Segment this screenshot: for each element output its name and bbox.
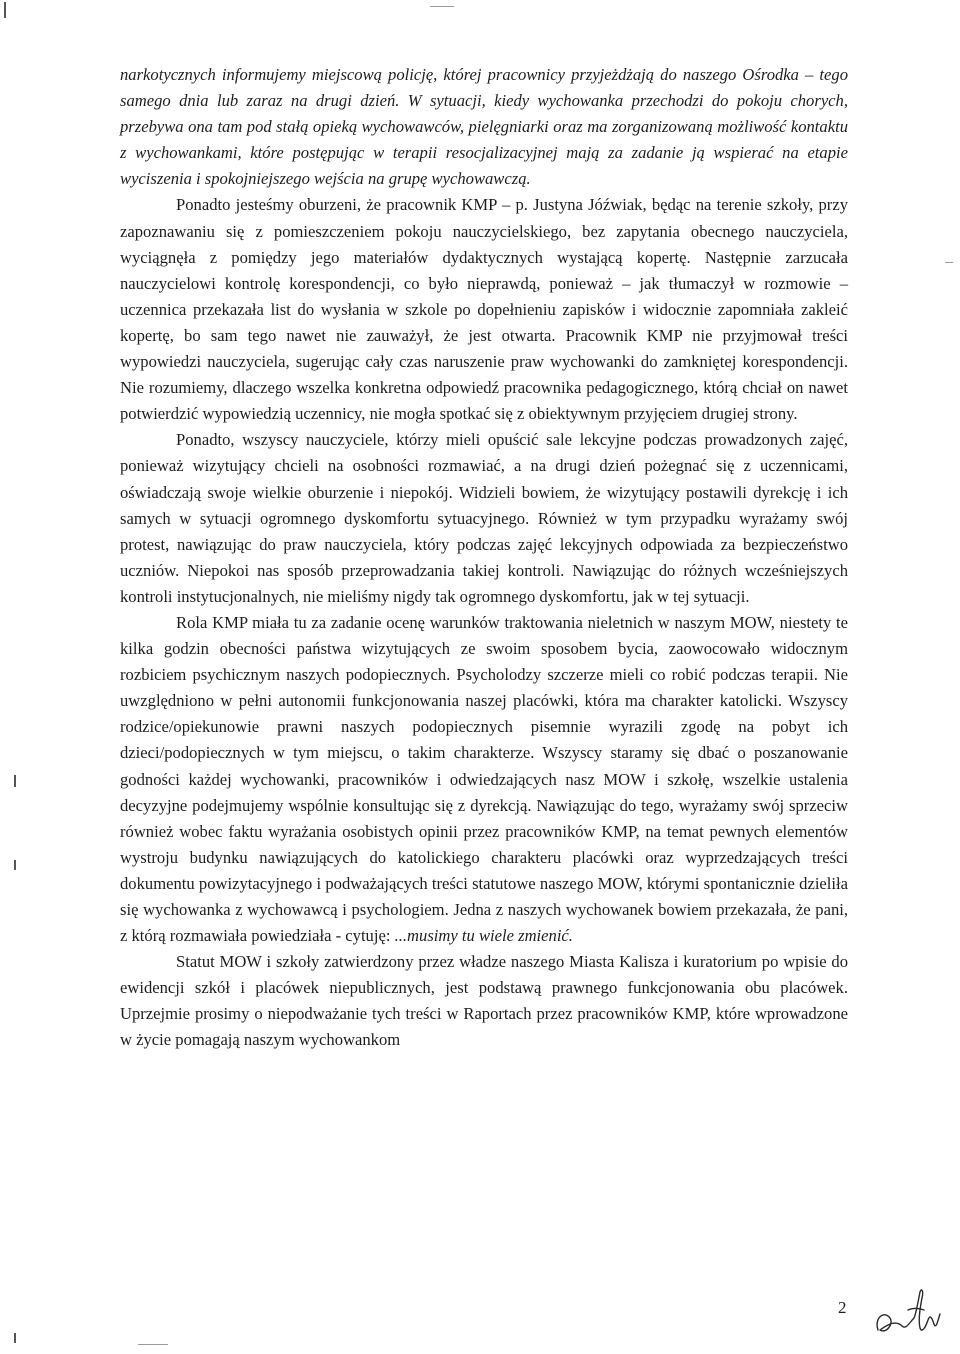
signature-mark [868, 1280, 946, 1344]
scan-margin-mark-bottom [14, 1333, 16, 1343]
scan-artifact-right [945, 262, 953, 263]
scan-artifact-top [430, 6, 454, 7]
page-number: 2 [838, 1298, 847, 1317]
quoted-phrase: ...musimy tu wiele zmienić. [394, 926, 573, 946]
paragraph-5: Statut MOW i szkoły zatwierdzony przez władze naszego Miasta Kalisza i kuratorium po wpisie do ewidencji szkół i placówek niepublicznych, jest podstawą prawnego funkcjonowania obu placówek. Uprzejmie prosimy o niepodważanie tych treści w Raportach przez pracowników KMP, które wprowadzone w życie pomagają naszym wychowankom [120, 952, 848, 1050]
paragraph-3: Ponadto, wszyscy nauczyciele, którzy mieli opuścić sale lekcyjne podczas prowadzonych zajęć, ponieważ wizytujący chcieli na osobności rozmawiać, a na drugi dzień pożegnać się z uczennicami, oświadczają swoje wielkie oburzenie i niepokój. Widzieli bowiem, że wizytujący postawili dyrekcję i ich samych w sytuacji ogromnego dyskomfortu sytuacyjnego. Również w tym przypadku wyrażamy swój protest, nawiązując do praw nauczyciela, który podczas zajęć lekcyjnych odpowiada za bezpieczeństwo uczniów. Niepokoi nas sposób przeprowadzania takiej kontroli. Nawiązując do różnych wcześniejszych kontroli instytucjonalnych, nie mieliśmy nigdy tak ogromnego dyskomfortu, jak w tej sytuacji. [120, 430, 848, 606]
scan-margin-mark-middle [14, 775, 16, 787]
scan-artifact-bottom [138, 1344, 168, 1345]
paragraph-4 [120, 610, 848, 949]
paragraph-2: Ponadto jesteśmy oburzeni, że pracownik KMP – p. Justyna Jóźwiak, będąc na terenie szkoły, przy zapoznawaniu się z pomieszczeniem pokoju nauczycielskiego, bez zapytania obecnego nauczyciela, wyciągnęła z pomiędzy jego materiałów dydaktycznych wystającą kopertę. Następnie zarzucała nauczycielowi kontrolę korespondencji, co było nieprawdą, ponieważ – jak tłumaczył w rozmowie – uczennica przekazała list do wysłania w szkole po dopełnieniu zapisków i widocznie zapomniała zakleić kopertę, bo sam tego nawet nie zauważył, że jest otwarta. Pracownik KMP nie przyjmował treści wypowiedzi nauczyciela, sugerując cały czas naruszenie praw wychowanki do zamkniętej korespondencji. Nie rozumiemy, dlaczego wszelka konkretna odpowiedź pracownika pedagogicznego, którą chciał on nawet potwierdzić wypowiedzią uczennicy, nie mogła spotkać się z obiektywnym przyjęciem drugiej strony. [120, 195, 848, 424]
scan-margin-mark-top [4, 2, 6, 18]
document-body [120, 62, 848, 1054]
scan-margin-mark-lower [14, 860, 16, 870]
paragraph-4-text: Rola KMP miała tu za zadanie ocenę warunków traktowania nieletnich w naszym MOW, niestety te kilka godzin obecności państwa wizytujących ze swoim sposobem bycia, zaowocowało widocznym rozbiciem psychicznym naszych podopiecznych. Psycholodzy szczerze mieli co robić podczas terapii. Nie uwzględniono w pełni autonomii funkcjonowania naszej placówki, która ma charakter katolicki. Wszyscy rodzice/opiekunowie prawni naszych podopiecznych pisemnie wyrazili zgodę na pobyt ich dzieci/podopiecznych w tym miejscu, o takim charakterze. Wszyscy staramy się dbać o poszanowanie godności każdej wychowanki, pracowników i odwiedzających nasz MOW i szkołę, wszelkie ustalenia decyzyjne podejmujemy wspólnie konsultując się z dyrekcją. Nawiązując do tego, wyrażamy swój sprzeciw również wobec faktu wyrażania osobistych opinii przez pracowników KMP, na temat pewnych elementów wystroju budynku nawiązujących do katolickiego charakteru placówki oraz wyprzedzających treści dokumentu powizytacyjnego i podważających treści statutowe naszego MOW, którymi spontanicznie dzieliła się wychowanka z wychowawcą i psychologiem. Jedna z naszych wychowanek bowiem przekazała, że pani, z którą rozmawiała powiedziała - cytuję: [120, 612, 848, 946]
paragraph-1: narkotycznych informujemy miejscową policję, której pracownicy przyjeżdżają do naszego Ośrodka – tego samego dnia lub zaraz na drugi dzień. W sytuacji, kiedy wychowanka przechodzi do pokoju chorych, przebywa ona tam pod stałą opieką wychowawców, pielęgniarki oraz ma zorganizowaną możliwość kontaktu z wychowankami, które postępując w terapii resocjalizacyjnej mają za zadanie ją wspierać na etapie wyciszenia i spokojniejszego wejścia na grupę wychowawczą. [120, 65, 848, 189]
